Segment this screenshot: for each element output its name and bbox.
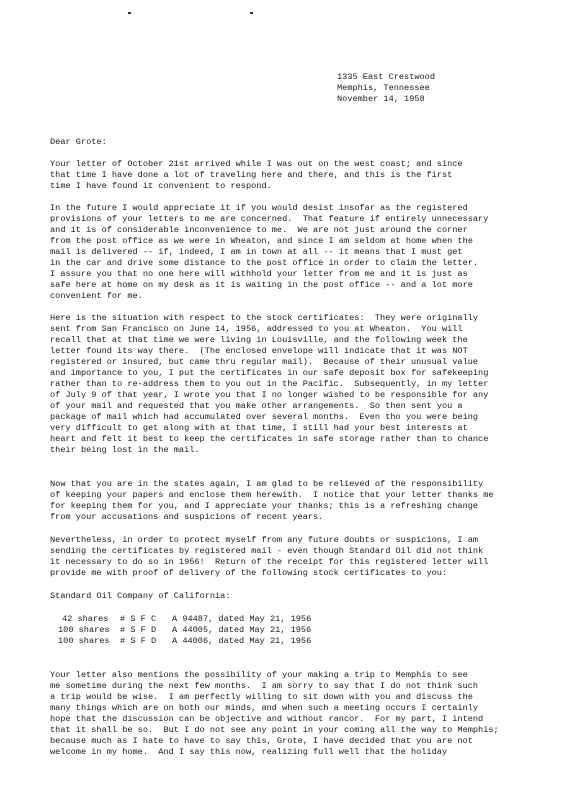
body-line: of keeping your papers and enclose them herewith. I notice that your letter thanks me	[50, 490, 494, 500]
stock-certificate: A 44005, dated May 21, 1956	[172, 625, 312, 635]
body-line: letter found its way there. (The enclosed envelope will indicate that it was NOT	[50, 346, 468, 356]
stock-certificate: A 94487, dated May 21, 1956	[172, 614, 312, 624]
body-line: and importance to you, I put the certificates in our safe deposit box for safekeeping	[50, 368, 489, 378]
punch-mark	[250, 12, 253, 14]
stock-certificate: A 44006, dated May 21, 1956	[172, 636, 312, 646]
stock-symbol: # S F C	[120, 614, 157, 624]
letter-date: November 14, 1958	[337, 94, 425, 104]
body-line: their being lost in the mail.	[50, 445, 200, 455]
stock-symbol: # S F D	[120, 636, 157, 646]
body-line: safe here at home on my desk as it is waiting in the post office -- and a lot more	[50, 280, 473, 290]
body-line: very difficult to get along with at that time, I still had your best interests at	[50, 423, 468, 433]
body-line: provide me with proof of delivery of the following stock certificates to you:	[50, 568, 448, 578]
body-line: and it is of considerable inconvenience to me. We are not just around the corner	[50, 225, 468, 235]
body-line: mail is delivered -- if, indeed, I am in town at all -- it means that I must get	[50, 247, 463, 257]
body-line: In the future I would appreciate it if you would desist insofar as the registered	[50, 203, 468, 213]
body-line: because much as I hate to have to say this, Grote, I have decided that you are not	[50, 736, 473, 746]
stock-shares: 100 shares	[58, 636, 110, 646]
address-street: 1335 East Crestwood	[337, 72, 435, 82]
stock-shares: 100 shares	[58, 625, 110, 635]
stock-shares: 42 shares	[62, 614, 109, 624]
body-line: sending the certificates by registered mail - even though Standard Oil did not think	[50, 546, 484, 556]
body-line: recall that at that time we were living in Louisville, and the following week the	[50, 335, 468, 345]
punch-mark	[128, 12, 131, 14]
body-line: convenient for me.	[50, 291, 143, 301]
body-line: I assure you that no one here will withhold your letter from me and it is just as	[50, 269, 468, 279]
company-heading: Standard Oil Company of California:	[50, 591, 231, 601]
body-line: Your letter of October 21st arrived while I was out on the west coast; and since	[50, 159, 463, 169]
body-line: of your mail and requested that you make other arrangements. So then sent you a	[50, 401, 463, 411]
body-line: Here is the situation with respect to the stock certificates: They were originally	[50, 313, 479, 323]
body-line: hope that the discussion can be objective and without rancor. For my part, I intend	[50, 714, 484, 724]
body-line: in the car and drive some distance to the post office in order to claim the letter.	[50, 258, 479, 268]
body-line: rather than to re-address them to you out in the Pacific. Subsequently, in my letter	[50, 379, 489, 389]
body-line: provisions of your letters to me are concerned. That feature if entirely unnecessary	[50, 214, 489, 224]
body-line: heart and felt it best to keep the certificates in safe storage rather than to chance	[50, 434, 489, 444]
stock-symbol: # S F D	[120, 625, 157, 635]
body-line: registered or insured, but came thru regular mail). Because of their unusual value	[50, 357, 479, 367]
body-line: for keeping them for you, and I appreciate your thanks; this is a refreshing change	[50, 501, 479, 511]
body-line: that it shall be so. But I do not see any point in your coming all the way to Memphis;	[50, 725, 499, 735]
body-line: welcome in my home. And I say this now, realizing full well that the holiday	[50, 747, 448, 757]
body-line: of July 9 of that year, I wrote you that I no longer wished to be responsible for any	[50, 390, 489, 400]
body-line: me sometime during the next few months. I am sorry to say that I do not think such	[50, 681, 479, 691]
body-line: that time I have done a lot of traveling here and there, and this is the first	[50, 170, 453, 180]
body-line: package of mail which had accumulated over several months. Even tho you were being	[50, 412, 479, 422]
body-line: Your letter also mentions the possibility of your making a trip to Memphis to see	[50, 670, 468, 680]
body-line: a trip would be wise. I am perfectly willing to sit down with you and discuss the	[50, 692, 473, 702]
address-city: Memphis, Tennessee	[337, 83, 430, 93]
body-line: it necessary to do so in 1956! Return of the receipt for this registered letter will	[50, 557, 489, 567]
body-line: many things which are on both our minds, and when such a meeting occurs I certainly	[50, 703, 479, 713]
body-line: sent from San Francisco on June 14, 1956, addressed to you at Wheaton. You will	[50, 324, 463, 334]
body-line: Now that you are in the states again, I am glad to be relieved of the responsibility	[50, 479, 484, 489]
body-line: Nevertheless, in order to protect myself from any future doubts or suspicions, I am	[50, 535, 479, 545]
body-line: time I have found it convenient to respond.	[50, 181, 272, 191]
salutation: Dear Grote:	[50, 137, 107, 147]
body-line: from the post office as we were in Wheaton, and since I am seldom at home when the	[50, 236, 473, 246]
body-line: from your accusations and suspicions of recent years.	[50, 512, 324, 522]
